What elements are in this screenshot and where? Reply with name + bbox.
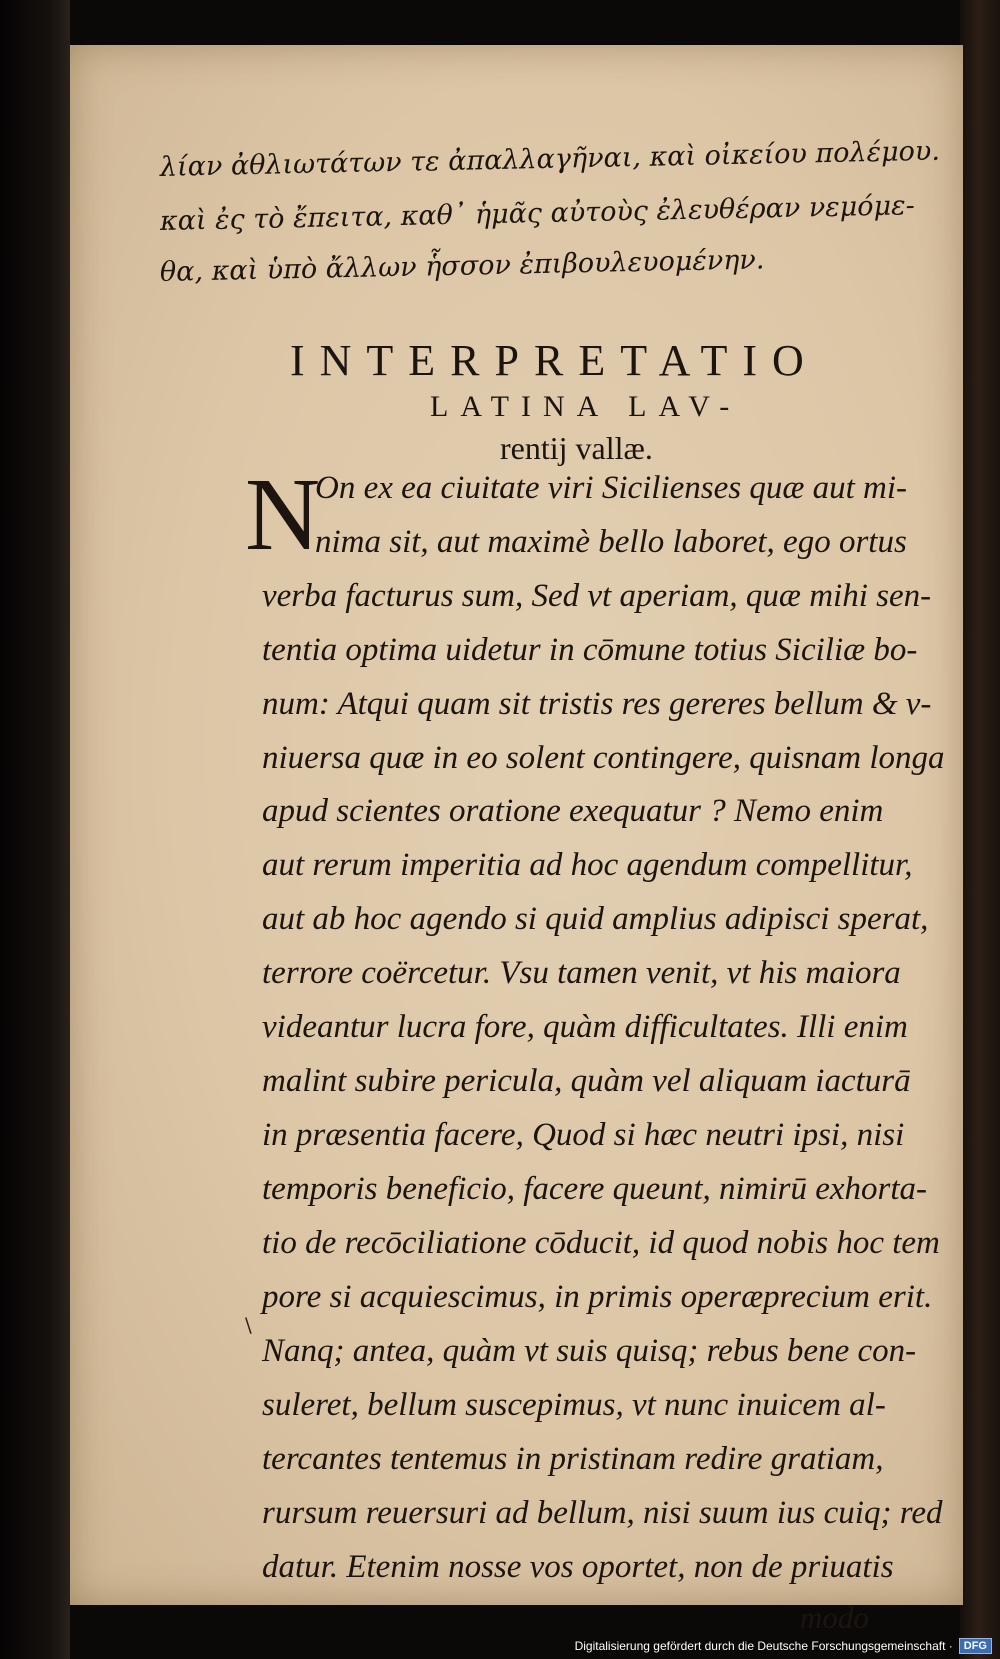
latin-line: rursum reuersuri ad bellum, nisi suum ius cuiq; red <box>262 1495 943 1531</box>
latin-line: num: Atqui quam sit tristis res gereres bellum & v- <box>262 686 932 722</box>
latin-line: in præsentia facere, Quod si hæc neutri ipsi, nisi <box>262 1117 905 1153</box>
latin-line: suleret, bellum suscepimus, vt nunc inuicem al- <box>262 1387 886 1423</box>
book-spine <box>0 0 70 1659</box>
digitization-footer <box>575 1635 992 1657</box>
dfg-logo[interactable]: DFG <box>959 1638 992 1654</box>
greek-line: θα, καὶ ὑπὸ ἄλλων ἧσσον ἐπιβουλευομένην. <box>159 244 765 288</box>
page-edge <box>960 0 1000 1659</box>
latin-line: tio de recōciliatione cōducit, id quod nobis hoc tem <box>262 1225 940 1261</box>
latin-line: terrore coërcetur. Vsu tamen venit, vt his maiora <box>262 955 901 991</box>
drop-capital: N <box>245 457 321 572</box>
latin-line: tercantes tentemus in pristinam redire gratiam, <box>262 1441 884 1477</box>
stray-mark: \ <box>245 1313 252 1337</box>
heading-latina: LATINA LAV- <box>430 390 742 423</box>
latin-line: nima sit, aut maximè bello laboret, ego ortus <box>315 524 907 560</box>
heading-vallae: rentij vallæ. <box>500 430 653 466</box>
latin-line: Nanq; antea, quàm vt suis quisq; rebus bene con- <box>262 1333 917 1369</box>
latin-line: datur. Etenim nosse vos oportet, non de priuatis <box>262 1549 894 1585</box>
latin-line: niuersa quæ in eo solent contingere, quisnam longa <box>262 740 945 776</box>
heading-interpretatio: INTERPRETATIO <box>290 336 819 385</box>
footer-text: Digitalisierung gefördert durch die Deutsche Forschungsgemeinschaft · <box>574 1639 953 1653</box>
latin-line: videantur lucra fore, quàm difficultates. Illi enim <box>262 1009 908 1045</box>
catchword: modo <box>800 1600 869 1635</box>
latin-line: temporis beneficio, facere queunt, nimirū exhorta- <box>262 1171 928 1207</box>
latin-line: verba facturus sum, Sed vt aperiam, quæ mihi sen- <box>262 578 932 614</box>
latin-line: apud scientes oratione exequatur ? Nemo enim <box>262 793 884 829</box>
latin-line: aut rerum imperitia ad hoc agendum compellitur, <box>262 847 913 883</box>
latin-line: aut ab hoc agendo si quid amplius adipisci sperat, <box>262 901 929 937</box>
latin-line: pore si acquiescimus, in primis operæprecium erit. <box>262 1279 933 1315</box>
latin-line: malint subire pericula, quàm vel aliquam iacturā <box>262 1063 911 1099</box>
latin-line: On ex ea ciuitate viri Sicilienses quæ aut mi- <box>315 470 908 506</box>
greek-line: λίαν ἀθλιωτάτων τε ἀπαλλαγῆναι, καὶ οἰκείου πολέμου. <box>159 135 941 183</box>
greek-line: καὶ ἐς τὸ ἔπειτα, καθ᾿ ἡμᾶς αὐτοὺς ἐλευθέραν νεμόμε- <box>159 190 915 237</box>
latin-line: tentia optima uidetur in cōmune totius Siciliæ bo- <box>262 632 918 668</box>
